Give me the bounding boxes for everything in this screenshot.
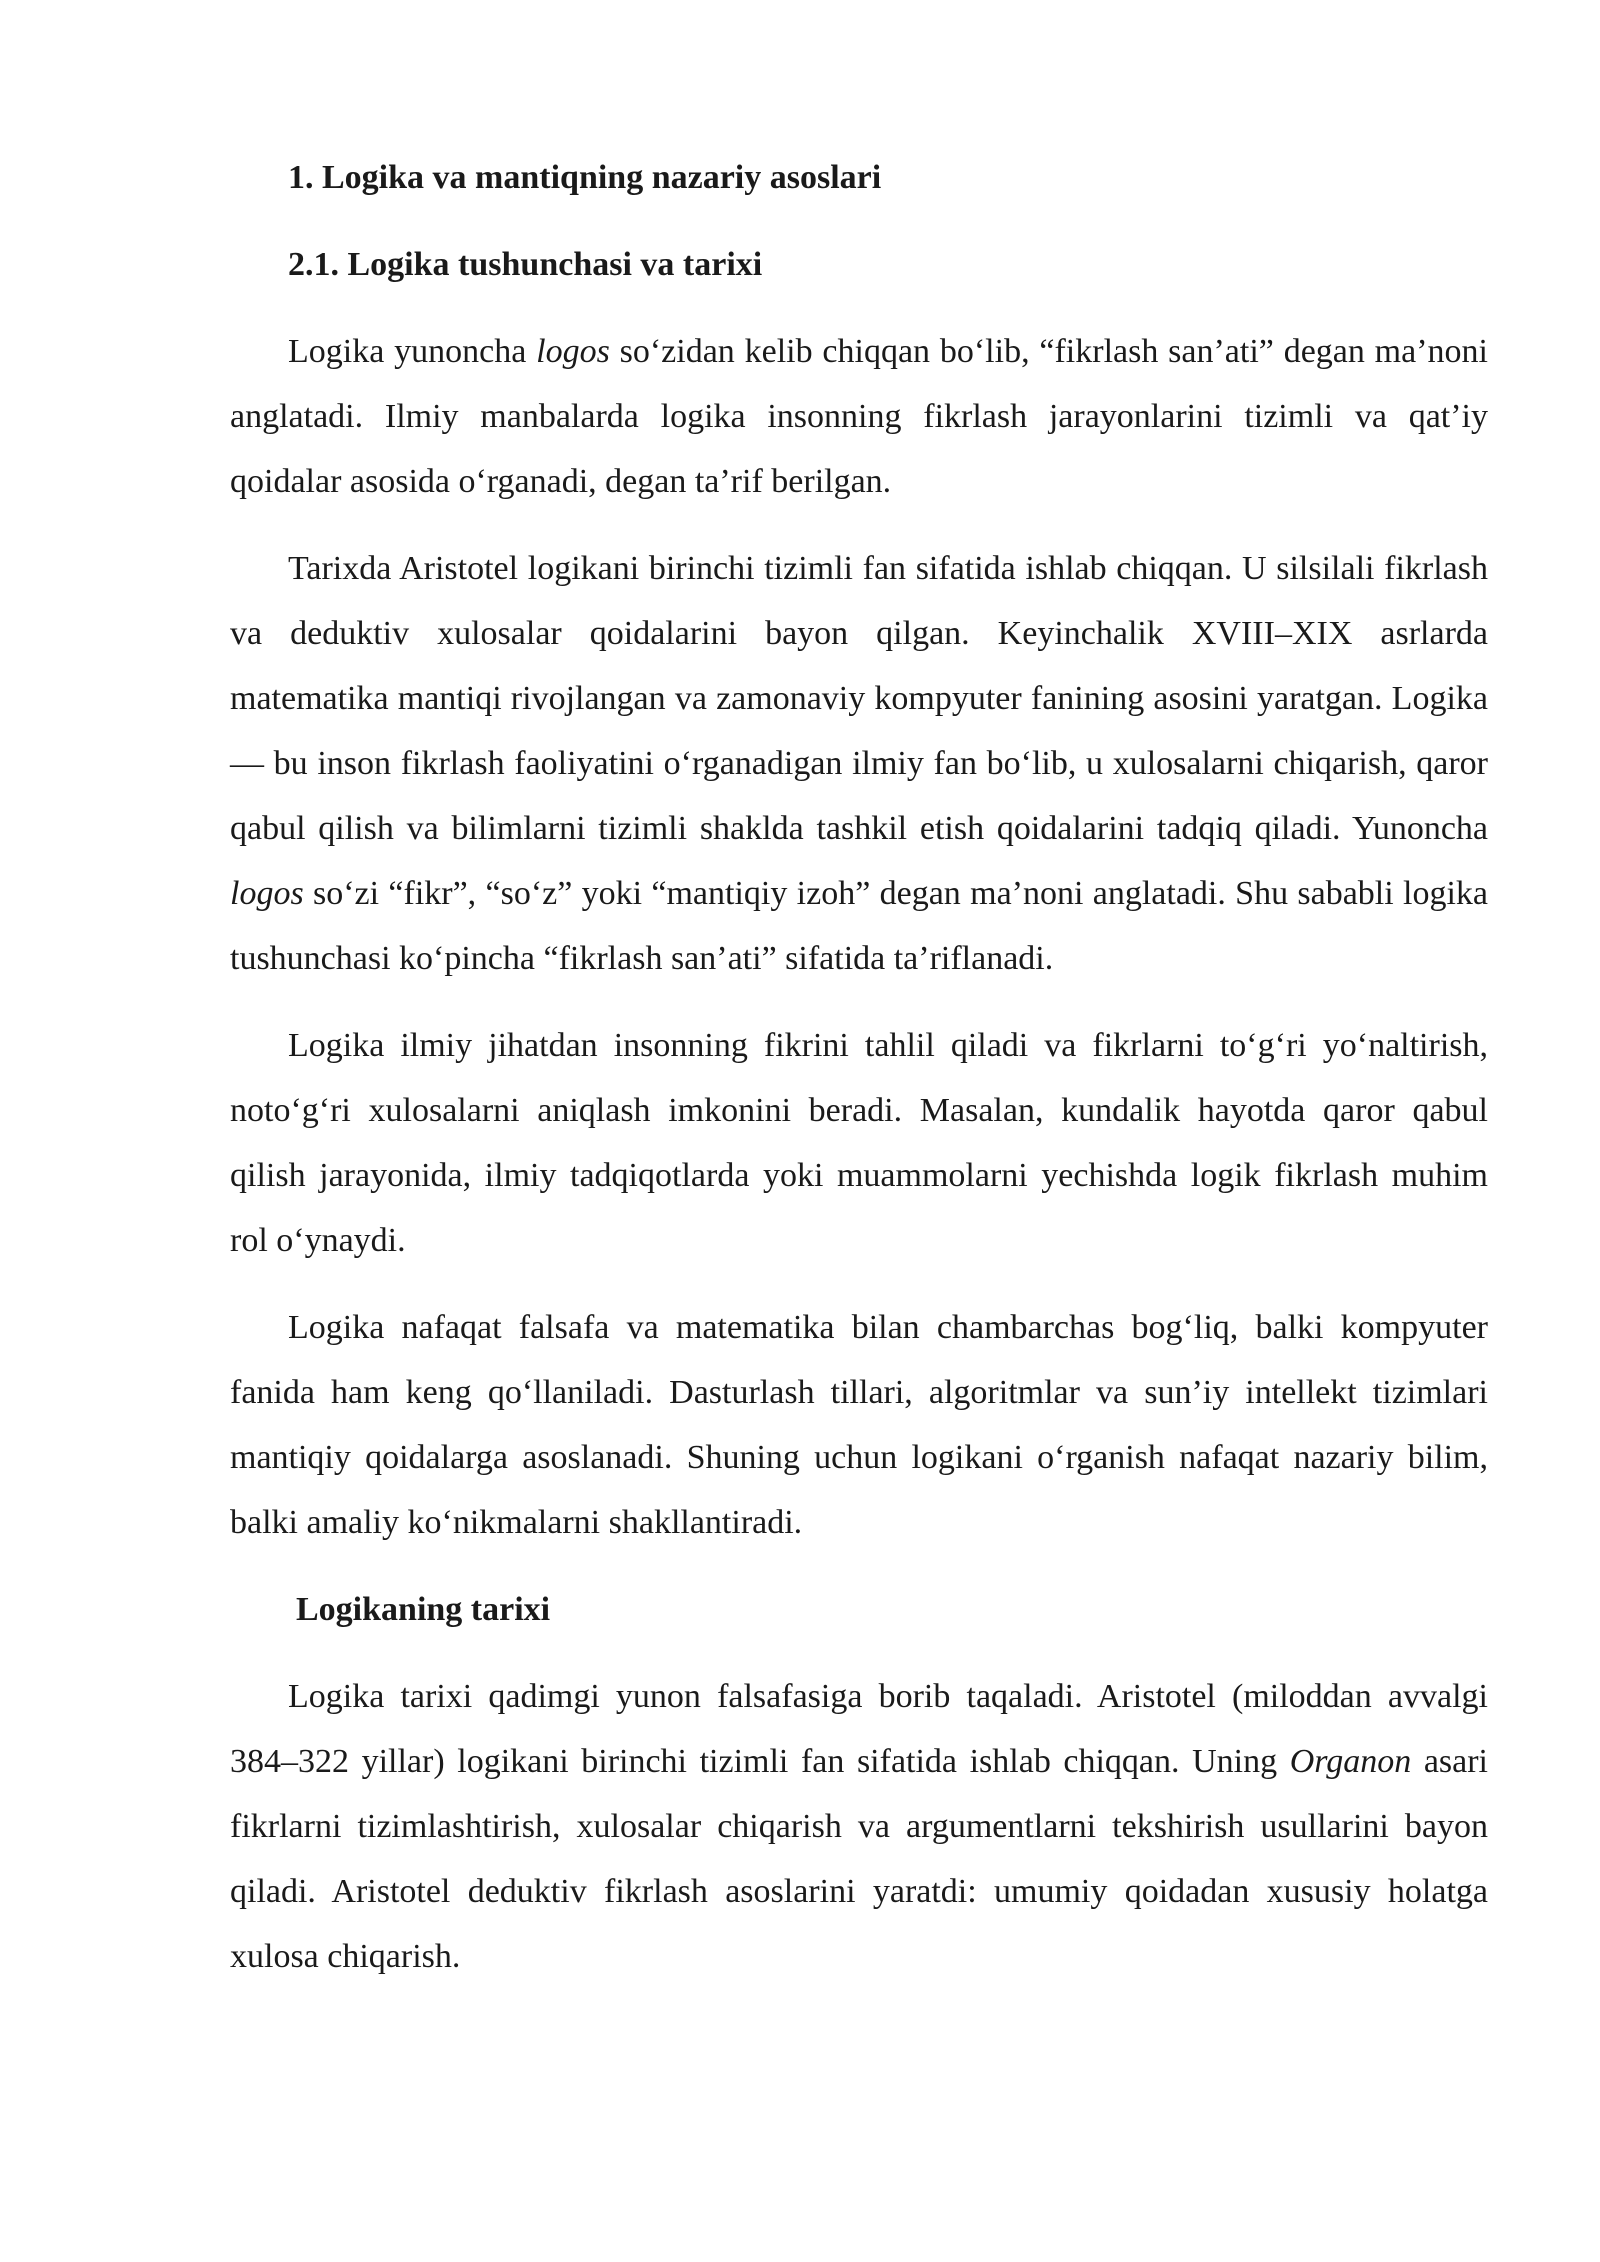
paragraph-history: [230, 536, 1488, 991]
subsection-heading: 2.1. Logika tushunchasi va tarixi: [288, 246, 763, 283]
history-heading: Logikaning tarixi: [296, 1591, 551, 1628]
paragraph-definition: [230, 319, 1488, 514]
paragraph-text: Logika tarixi qadimgi yunon falsafasiga borib taqaladi. Aristotel (miloddan avvalgi 384–322 yillar) logikani birinchi tizimli fan sifatida ishlab chiqqan. Uning: [230, 1678, 1488, 1780]
italic-term: logos: [536, 333, 610, 370]
paragraph-text: Logika yunoncha: [288, 333, 537, 370]
paragraph-applications: Logika nafaqat falsafa va matematika bilan chambarchas bog‘liq, balki kompyuter fanida ham keng qo‘llaniladi. Dasturlash tillari, algoritmlar va sun’iy intellekt tizimlari mantiqiy qoidalarga asoslanadi. Shuning uchun logikani o‘rganish nafaqat nazariy bilim, balki amaliy ko‘nikmalarni shakllantiradi.: [230, 1309, 1488, 1541]
paragraph-text: so‘zidan kelib chiqqan bo‘lib, “fikrlash san’ati” degan ma’noni anglatadi. Ilmiy manbalarda logika insonning fikrlash jarayonlarini tizimli va qat’iy qoidalar asosida o‘rganadi, degan ta’rif berilgan.: [230, 333, 1488, 500]
paragraph-analysis: Logika ilmiy jihatdan insonning fikrini tahlil qiladi va fikrlarni to‘g‘ri yo‘naltirish, noto‘g‘ri xulosalarni aniqlash imkonini beradi. Masalan, kundalik hayotda qaror qabul qilish jarayonida, ilmiy tadqiqotlarda yoki muammolarni yechishda logik fikrlash muhim rol o‘ynaydi.: [230, 1027, 1488, 1259]
section-heading: 1. Logika va mantiqning nazariy asoslari: [288, 159, 882, 196]
paragraph-text: Tarixda Aristotel logikani birinchi tizimli fan sifatida ishlab chiqqan. U silsilali fikrlash va deduktiv xulosalar qoidalarini bayon qilgan. Keyinchalik XVIII–XIX asrlarda matematika mantiqi rivojlangan va zamonaviy kompyuter fanining asosini yaratgan. Logika — bu inson fikrlash faoliyatini o‘rganadigan ilmiy fan bo‘lib, u xulosalarni chiqarish, qaror qabul qilish va bilimlarni tizimli shaklda tashkil etish qoidalarini tadqiq qiladi. Yunoncha: [230, 550, 1488, 847]
italic-title: Organon: [1289, 1743, 1412, 1780]
document-body: [230, 145, 1488, 2011]
paragraph-text: so‘zi “fikr”, “so‘z” yoki “mantiqiy izoh” degan ma’noni anglatadi. Shu sababli logika tushunchasi ko‘pincha “fikrlash san’ati” sifatida ta’riflanadi.: [230, 875, 1488, 977]
paragraph-text: asari fikrlarni tizimlashtirish, xulosalar chiqarish va argumentlarni tekshirish usullarini bayon qiladi. Aristotel deduktiv fikrlash asoslarini yaratdi: umumiy qoidadan xususiy holatga xulosa chiqarish.: [230, 1743, 1488, 1975]
paragraph-aristotle: [230, 1664, 1488, 1989]
italic-term: logos: [230, 875, 304, 912]
